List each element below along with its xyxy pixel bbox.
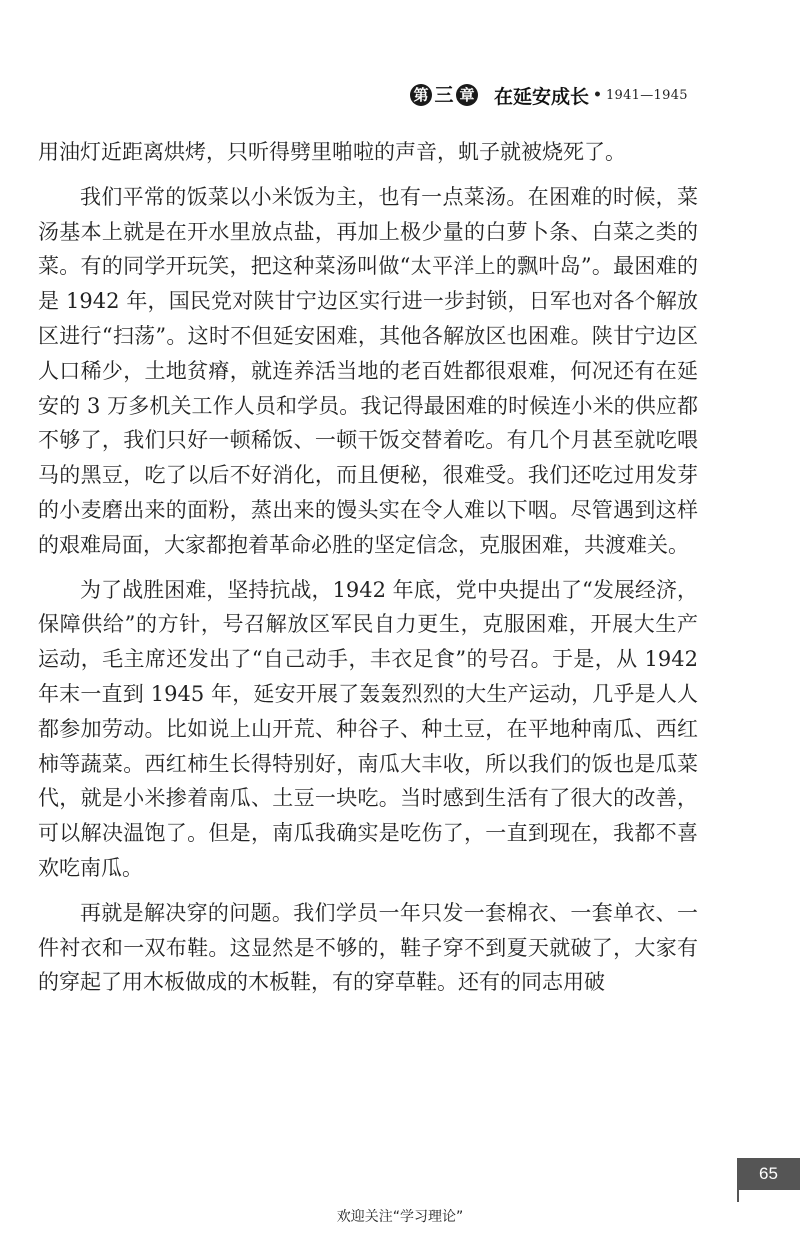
paragraph: 再就是解决穿的问题。我们学员一年只发一套棉衣、一套单衣、一件衬衣和一双布鞋。这显然是不够的，鞋子穿不到夏天就破了，大家有的穿起了用木板做成的木板鞋，有的穿草鞋。还有的同志用破 xyxy=(38,900,698,995)
chapter-badge xyxy=(410,84,478,106)
footer-watermark: 欢迎关注“学习理论” xyxy=(336,1209,464,1225)
header-separator: • xyxy=(593,87,602,103)
body-text xyxy=(38,135,698,1000)
page-number: 65 xyxy=(737,1158,800,1190)
paragraph: 我们平常的饭菜以小米饭为主，也有一点菜汤。在困难的时候，菜汤基本上就是在开水里放点盐，再加上极少量的白萝卜条、白菜之类的菜。有的同学开玩笑，把这种菜汤叫做“太平洋上的飘叶岛”。最困难的是 1942 年，国民党对陕甘宁边区实行进一步封锁，日军也对各个解放区进行“扫荡”。这时不但延安困难，其他各解放区也困难。陕甘宁边区人口稀少，土地贫瘠，就连养活当地的老百姓都很艰难，何况还有在延安的 3 万多机关工作人员和学员。我记得最困难的时候连小米的供应都不够了，我们只好一顿稀饭、一顿干饭交替着吃。有几个月甚至就吃喂马的黑豆，吃了以后不好消化，而且便秘，很难受。我们还吃过用发芽的小麦磨出来的面粉，蒸出来的馒头实在令人难以下咽。尽管遇到这样的艰难局面，大家都抱着革命必胜的坚定信念，克服困难，共渡难关。 xyxy=(38,184,698,557)
chapter-title: 在延安成长 xyxy=(494,85,590,108)
chapter-years: 1941—1945 xyxy=(605,87,688,103)
running-header xyxy=(410,80,690,110)
page-number-rule xyxy=(737,1190,739,1202)
paragraph-continuation: 用油灯近距离烘烤，只听得劈里啪啦的声音，虮子就被烧死了。 xyxy=(38,140,626,164)
chapter-badge-char: 章 xyxy=(456,84,478,106)
paragraph: 为了战胜困难，坚持抗战，1942 年底，党中央提出了“发展经济，保障供给”的方针，号召解放区军民自力更生，克服困难，开展大生产运动，毛主席还发出了“自己动手，丰衣足食”的号召。于是，从 1942 年末一直到 1945 年，延安开展了轰轰烈烈的大生产运动，几乎是人人都参加劳动。比如说上山开荒、种谷子、种土豆，在平地种南瓜、西红柿等蔬菜。西红柿生长得特别好，南瓜大丰收，所以我们的饭也是瓜菜代，就是小米掺着南瓜、土豆一块吃。当时感到生活有了很大的改善，可以解决温饱了。但是，南瓜我确实是吃伤了，一直到现在，我都不喜欢吃南瓜。 xyxy=(38,577,698,880)
chapter-badge-char: 第 xyxy=(410,84,432,106)
chapter-badge-number: 三 xyxy=(434,84,454,106)
